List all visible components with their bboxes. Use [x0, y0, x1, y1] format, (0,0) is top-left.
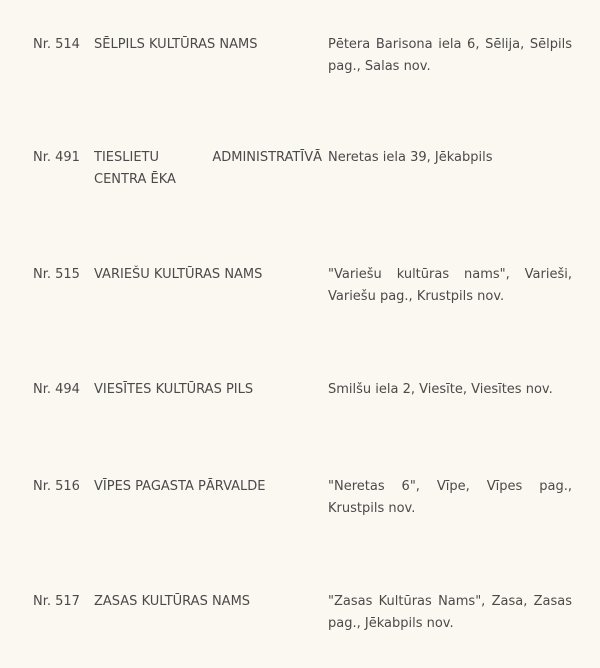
entry-address [328, 147, 572, 169]
entry-address [328, 34, 572, 78]
entry-address-line: pag., Jēkabpils nov. [328, 616, 454, 631]
entry-address-line: "Zasas Kultūras Nams", Zasa, Zasas [328, 594, 572, 609]
entry-address [328, 476, 572, 520]
entry-name: VIESĪTES KULTŪRAS PILS [94, 382, 254, 397]
entry-address [328, 591, 572, 635]
entry-address-line: Variešu pag., Krustpils nov. [328, 289, 505, 304]
entry-number: Nr. 514 [33, 37, 80, 52]
entry-name: VARIEŠU KULTŪRAS NAMS [94, 267, 263, 282]
entry-address [328, 264, 572, 308]
entry-number: Nr. 491 [33, 150, 80, 165]
entry-number: Nr. 517 [33, 594, 80, 609]
entry-name-line: CENTRA ĒKA [94, 172, 176, 187]
entry-name: SĒLPILS KULTŪRAS NAMS [94, 37, 258, 52]
entry-address-line: Neretas iela 39, Jēkabpils [328, 150, 493, 165]
entry-address-line: Krustpils nov. [328, 501, 416, 516]
entry-name-line: TIESLIETU ADMINISTRATĪVĀ [94, 150, 322, 165]
entry-address-line: "Variešu kultūras nams", Varieši, [328, 267, 572, 282]
entry-name [94, 147, 322, 191]
entry-name: ZASAS KULTŪRAS NAMS [94, 594, 251, 609]
entry-address [328, 379, 572, 401]
entry-address-line: "Neretas 6", Vīpe, Vīpes pag., [328, 479, 572, 494]
entry-address-line: pag., Salas nov. [328, 59, 431, 74]
entry-number: Nr. 515 [33, 267, 80, 282]
entry-number: Nr. 516 [33, 479, 80, 494]
entry-address-line: Smilšu iela 2, Viesīte, Viesītes nov. [328, 382, 553, 397]
entry-name: VĪPES PAGASTA PĀRVALDE [94, 479, 266, 494]
entry-address-line: Pētera Barisona iela 6, Sēlija, Sēlpils [328, 37, 572, 52]
entry-number: Nr. 494 [33, 382, 80, 397]
